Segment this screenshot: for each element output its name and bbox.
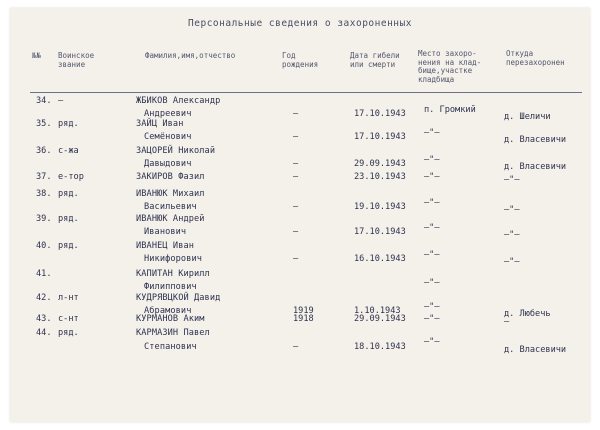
row-origin: д. Власевичи — [504, 345, 567, 355]
row-number: 40. — [36, 241, 52, 251]
row-patronymic: Семёнович — [144, 132, 192, 142]
row-surname-name: КУДРЯВЦКОЙ Давид — [136, 293, 221, 303]
row-rank: е-тор — [58, 172, 84, 182]
row-patronymic: Андреевич — [144, 109, 192, 119]
row-patronymic: Иванович — [144, 227, 187, 237]
row-surname-name: ИВАНЮК Михаил — [136, 189, 205, 199]
row-birth-year: – — [293, 159, 299, 169]
row-birth-year: – — [293, 172, 299, 182]
row-number: 37. — [36, 172, 52, 182]
header-divider — [30, 92, 582, 93]
row-birth-year: 1919 — [293, 306, 314, 316]
header-death: Дата гибели или смерти — [350, 51, 400, 69]
row-burial-place: п. Громкий — [424, 105, 476, 115]
row-patronymic: Филиппович — [144, 282, 197, 292]
row-rank: ряд. — [58, 214, 79, 224]
row-birth-year: – — [293, 109, 299, 119]
row-burial-place: –"– — [424, 172, 440, 182]
row-rank: ряд. — [58, 241, 79, 251]
row-birth-year: – — [293, 202, 299, 212]
row-rank: л-нт — [58, 293, 79, 303]
row-number: 44. — [36, 328, 52, 338]
row-origin: –"– — [504, 205, 520, 215]
row-burial-place: –"– — [424, 250, 440, 260]
row-origin: д. Шеличи — [504, 112, 551, 122]
row-burial-place: –"– — [424, 337, 440, 347]
row-surname-name: ЗАКИРОВ Фазил — [136, 172, 205, 182]
row-origin: – — [504, 317, 510, 327]
row-death-date: 18.10.1943 — [354, 342, 406, 352]
row-surname-name: ЗАЙЦ Иван — [136, 119, 184, 129]
row-surname-name: ЖБИКОВ Александр — [136, 96, 221, 106]
row-death-date: 17.10.1943 — [354, 109, 406, 119]
row-number: 35. — [36, 119, 52, 129]
row-patronymic: Степанович — [144, 342, 197, 352]
row-burial-place: –"– — [424, 198, 440, 208]
row-origin: –"– — [504, 257, 520, 267]
row-burial-place: –"– — [424, 128, 440, 138]
row-birth-year: – — [293, 227, 299, 237]
row-patronymic: Абрамович — [144, 306, 192, 316]
row-birth-year: – — [293, 254, 299, 264]
row-origin: –"– — [504, 175, 520, 185]
row-number: 42. — [36, 293, 52, 303]
row-number: 36. — [36, 146, 52, 156]
row-burial-place: –"– — [424, 302, 440, 312]
header-origin: Откуда перезахоронен — [506, 49, 565, 67]
row-number: 34. — [36, 96, 52, 106]
row-death-date: 19.10.1943 — [354, 202, 406, 212]
row-rank: ряд. — [58, 328, 79, 338]
document-sheet — [10, 8, 590, 422]
row-origin: д. Любечь — [504, 309, 551, 319]
row-rank: ряд. — [58, 119, 79, 129]
row-number: 41. — [36, 269, 52, 279]
row-surname-name: ИВАНЮК Андрей — [136, 214, 205, 224]
row-rank: ряд. — [58, 189, 79, 199]
header-num: №№ — [32, 51, 42, 60]
row-burial-place: –"– — [424, 223, 440, 233]
row-birth-year: – — [293, 132, 299, 142]
row-origin: д. Власевичи — [504, 135, 567, 145]
row-surname-name: КАРМАЗИН Павел — [136, 328, 210, 338]
row-burial-place: –"– — [424, 278, 440, 288]
row-death-date: 17.10.1943 — [354, 132, 406, 142]
row-number: 39. — [36, 214, 52, 224]
row-rank: с-нт — [58, 314, 79, 324]
header-rank: Воинское звание — [58, 51, 95, 69]
row-death-date: 17.10.1943 — [354, 227, 406, 237]
row-patronymic: Васильевич — [144, 202, 197, 212]
row-death-date: 1.10.1943 — [354, 306, 401, 316]
header-burial: Место захоро- нения на клад- бище,участке кладбища — [418, 49, 482, 84]
row-surname-name: ЗАЦОРЕЙ Николай — [136, 146, 216, 156]
row-surname-name: КАПИТАН Кирилл — [136, 269, 210, 279]
row-patronymic: Давыдович — [144, 159, 192, 169]
row-death-date: 29.09.1943 — [354, 159, 406, 169]
header-name: Фамилия,имя,отчество — [145, 51, 236, 60]
row-birth-year: 1918 — [293, 314, 314, 324]
header-birth: Год рождения — [282, 51, 319, 69]
row-origin: д. Власевичи — [504, 162, 567, 172]
row-patronymic: Никифорович — [144, 254, 203, 264]
row-burial-place: –"– — [424, 155, 440, 165]
row-rank: – — [58, 96, 64, 106]
row-death-date: 16.10.1943 — [354, 254, 406, 264]
row-number: 38. — [36, 189, 52, 199]
row-burial-place: –"– — [424, 314, 440, 324]
document-title: Персональные сведения о захороненных — [188, 18, 412, 29]
row-rank: с-жа — [58, 146, 79, 156]
row-birth-year: – — [293, 342, 299, 352]
row-origin: –"– — [504, 230, 520, 240]
row-death-date: 29.09.1943 — [354, 314, 406, 324]
row-surname-name: КУРМАНОВ Аким — [136, 314, 205, 324]
row-surname-name: ИВАНЕЦ Иван — [136, 241, 195, 251]
row-death-date: 23.10.1943 — [354, 172, 406, 182]
row-number: 43. — [36, 314, 52, 324]
